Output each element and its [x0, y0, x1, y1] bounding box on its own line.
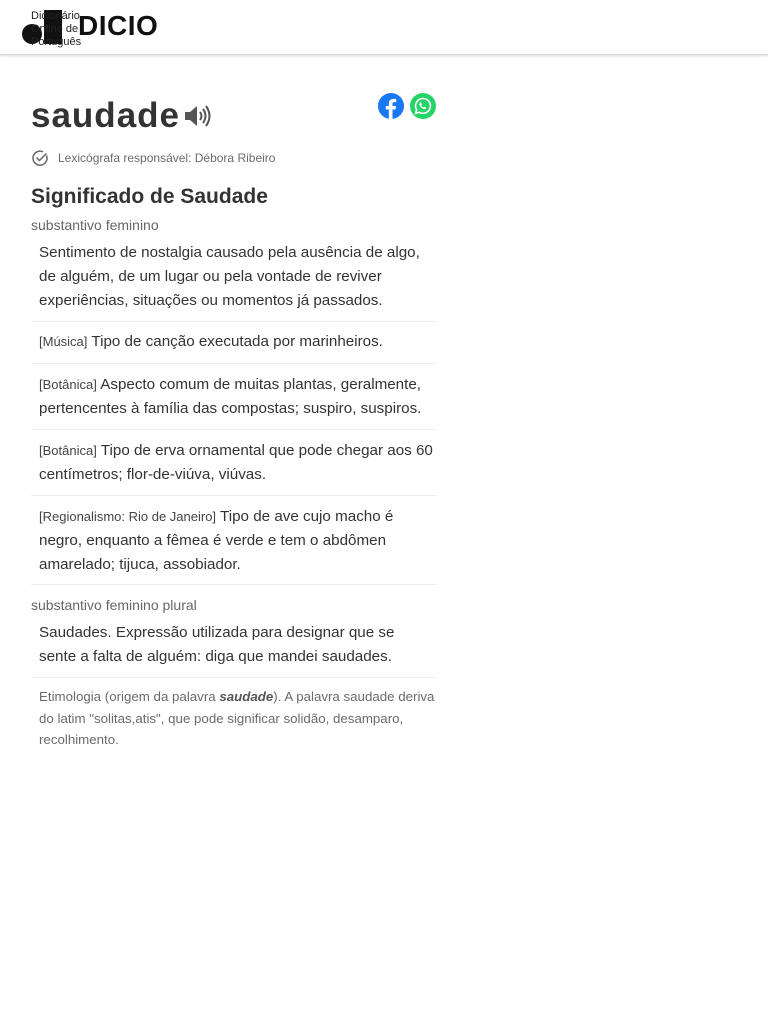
word-class: substantivo feminino [31, 217, 159, 233]
definition-text: Aspecto comum de muitas plantas, geralmente, pertencentes à família das compostas; suspiro, suspiros. [39, 376, 422, 417]
page-title: saudade [31, 96, 180, 135]
check-circle-icon [31, 149, 49, 167]
divider [31, 584, 437, 585]
lexicographer-line [31, 149, 437, 167]
logo-wordmark: DICIO [78, 10, 159, 41]
divider [31, 321, 437, 322]
definition-tag: [Regionalismo: Rio de Janeiro] [39, 509, 217, 524]
definition-tag: [Botânica] [39, 443, 97, 458]
site-logo[interactable] [20, 8, 180, 52]
definition-text: Tipo de ave cujo macho é negro, enquanto a fêmea é verde e tem o abdômen amarelado; tijuca, assobiador. [39, 508, 394, 573]
definition-text: Saudades. Expressão utilizada para designar que se sente a falta de alguém: diga que mandei saudades. [39, 624, 395, 665]
divider [31, 677, 437, 678]
etymology-word: saudade [219, 689, 274, 704]
definition-item [31, 505, 437, 576]
meaning-title: Significado de Saudade [31, 185, 268, 208]
definition-text: Sentimento de nostalgia causado pela ausência de algo, de alguém, de um lugar ou pela vontade de reviver experiências, situações ou momentos já passados. [39, 244, 420, 309]
etymology [31, 686, 437, 751]
definition-tag: [Botânica] [39, 377, 97, 392]
definition-text: Tipo de canção executada por marinheiros. [91, 333, 383, 350]
definition-text: Tipo de erva ornamental que pode chegar aos 60 centímetros; flor-de-viúva, viúvas. [39, 442, 433, 483]
divider [31, 363, 437, 364]
divider [31, 495, 437, 496]
speaker-icon[interactable] [183, 104, 211, 128]
definition-item [31, 373, 437, 421]
site-header [0, 0, 768, 55]
divider [31, 429, 437, 430]
etymology-text: ). A palavra saudade deriva do latim "solitas,atis", que pode significar solidão, desamparo, recolhimento. [39, 689, 435, 747]
definition-item [31, 330, 437, 354]
entry-title-row [31, 96, 437, 136]
whatsapp-icon[interactable] [410, 93, 436, 119]
etymology-prefix: Etimologia (origem da palavra [39, 689, 220, 704]
definition-tag: [Música] [39, 334, 88, 349]
facebook-icon[interactable] [378, 93, 404, 119]
definition-item [31, 621, 437, 669]
logo-subtitle: Dicionário Online de Português [31, 10, 82, 48]
definition-item [31, 439, 437, 487]
lexicographer-text: Lexicógrafa responsável: Débora Ribeiro [58, 151, 276, 165]
definition-item [31, 241, 437, 312]
word-class: substantivo feminino plural [31, 597, 197, 613]
